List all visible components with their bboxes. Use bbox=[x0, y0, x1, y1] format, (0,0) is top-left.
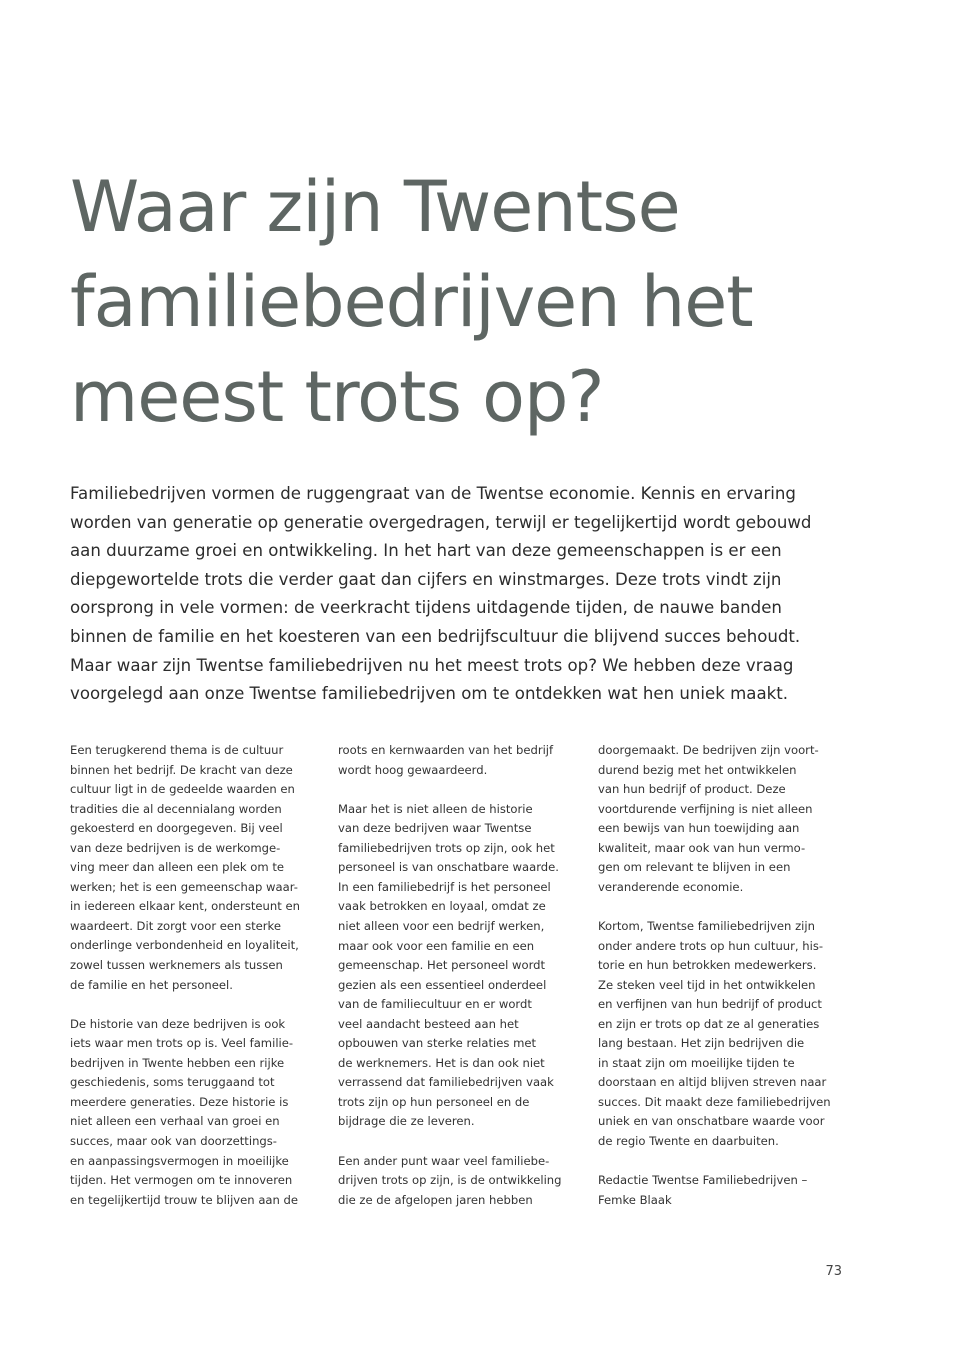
body-line: geschiedenis, soms teruggaand tot bbox=[70, 1075, 275, 1090]
body-line: Ze steken veel tijd in het ontwikkelen bbox=[598, 977, 816, 992]
body-line: doorstaan en altijd blijven streven naar bbox=[598, 1075, 827, 1090]
title-line: Waar zijn Twentse bbox=[70, 166, 680, 248]
body-line: die ze de afgelopen jaren hebben bbox=[338, 1192, 533, 1207]
body-line: de familie en het personeel. bbox=[70, 977, 233, 992]
intro-line: voorgelegd aan onze Twentse familiebedrijven om te ontdekken wat hen uniek maakt. bbox=[70, 684, 789, 704]
body-paragraph bbox=[598, 741, 848, 897]
body-line: en tegelijkertijd trouw te blijven aan de bbox=[70, 1192, 299, 1207]
body-line: Maar het is niet alleen de historie bbox=[338, 801, 533, 816]
title-line: familiebedrijven het bbox=[70, 261, 753, 343]
body-paragraph bbox=[338, 1152, 588, 1211]
body-line: niet alleen een verhaal van groei en bbox=[70, 1114, 280, 1129]
body-line: en zijn er trots op dat ze al generaties bbox=[598, 1016, 820, 1031]
body-line: ving meer dan alleen een plek om te bbox=[70, 860, 284, 875]
body-line: Een ander punt waar veel familiebe- bbox=[338, 1153, 550, 1168]
body-line: en verfijnen van hun bedrijf of product bbox=[598, 997, 822, 1012]
body-paragraph bbox=[598, 917, 848, 1152]
body-paragraph bbox=[70, 1015, 320, 1210]
body-line: gezien als een essentieel onderdeel bbox=[338, 977, 547, 992]
body-line: in staat zijn om moeilijke tijden te bbox=[598, 1055, 795, 1070]
body-line: De historie van deze bedrijven is ook bbox=[70, 1016, 286, 1031]
body-line: van hun bedrijf of product. Deze bbox=[598, 782, 786, 797]
body-paragraph bbox=[598, 1171, 848, 1210]
body-line: zowel tussen werknemers als tussen bbox=[70, 958, 283, 973]
page-title bbox=[70, 160, 930, 445]
intro-line: worden van generatie op generatie overgedragen, terwijl er tegelijkertijd wordt gebouwd bbox=[70, 512, 812, 532]
body-line: doorgemaakt. De bedrijven zijn voort- bbox=[598, 743, 819, 757]
body-line: kwaliteit, maar ook van hun vermo- bbox=[598, 840, 806, 855]
body-line: familiebedrijven trots op zijn, ook het bbox=[338, 840, 555, 855]
body-line: succes, maar ook van doorzettings- bbox=[70, 1133, 277, 1148]
intro-line: Maar waar zijn Twentse familiebedrijven nu het meest trots op? We hebben deze vraag bbox=[70, 655, 794, 675]
intro-line: Familiebedrijven vormen de ruggengraat van de Twentse economie. Kennis en ervaring bbox=[70, 484, 796, 503]
body-line: Kortom, Twentse familiebedrijven zijn bbox=[598, 918, 815, 933]
body-line: binnen het bedrijf. De kracht van deze bbox=[70, 762, 293, 777]
body-line: werken; het is een gemeenschap waar- bbox=[70, 879, 298, 894]
body-line: lang bestaan. Het zijn bedrijven die bbox=[598, 1036, 805, 1051]
intro-line: binnen de familie en het koesteren van een bedrijfscultuur die blijvend succes behoudt. bbox=[70, 626, 801, 646]
body-line: de regio Twente en daarbuiten. bbox=[598, 1133, 779, 1148]
body-line: maar ook voor een familie en een bbox=[338, 938, 535, 953]
body-line: roots en kernwaarden van het bedrijf bbox=[338, 743, 554, 757]
body-line: vaak betrokken en loyaal, omdat ze bbox=[338, 899, 546, 914]
body-line: bijdrage die ze leveren. bbox=[338, 1114, 475, 1129]
body-line: cultuur ligt in de gedeelde waarden en bbox=[70, 782, 295, 797]
body-line: van de familiecultuur en er wordt bbox=[338, 997, 532, 1012]
body-line: van deze bedrijven waar Twentse bbox=[338, 821, 532, 836]
body-line: succes. Dit maakt deze familiebedrijven bbox=[598, 1094, 831, 1109]
body-line: niet alleen voor een bedrijf werken, bbox=[338, 918, 545, 933]
intro-line: aan duurzame groei en ontwikkeling. In het hart van deze gemeenschappen is er een bbox=[70, 541, 782, 561]
body-line: durend bezig met het ontwikkelen bbox=[598, 762, 797, 777]
body-column-1 bbox=[70, 741, 320, 1230]
body-line: gen om relevant te blijven in een bbox=[598, 860, 791, 875]
body-line: meerdere generaties. Deze historie is bbox=[70, 1094, 289, 1109]
body-line: torie en hun betrokken medewerkers. bbox=[598, 958, 817, 973]
body-line: Een terugkerend thema is de cultuur bbox=[70, 743, 284, 757]
body-line: Femke Blaak bbox=[598, 1192, 672, 1207]
body-line: In een familiebedrijf is het personeel bbox=[338, 879, 551, 894]
body-line: bedrijven in Twente hebben een rijke bbox=[70, 1055, 285, 1070]
body-line: personeel is van onschatbare waarde. bbox=[338, 860, 559, 875]
intro-line: oorsprong in vele vormen: de veerkracht tijdens uitdagende tijden, de nauwe banden bbox=[70, 598, 782, 618]
body-line: verrassend dat familiebedrijven vaak bbox=[338, 1075, 554, 1090]
intro-line: diepgewortelde trots die verder gaat dan cijfers en winstmarges. Deze trots vindt zijn bbox=[70, 569, 782, 589]
body-paragraph bbox=[338, 741, 588, 780]
title-line: meest trots op? bbox=[70, 356, 604, 438]
intro-paragraph bbox=[70, 480, 860, 709]
body-line: onderlinge verbondenheid en loyaliteit, bbox=[70, 938, 299, 953]
body-line: trots zijn op hun personeel en de bbox=[338, 1094, 530, 1109]
body-line: veranderende economie. bbox=[598, 879, 744, 894]
body-line: in iedereen elkaar kent, ondersteunt en bbox=[70, 899, 300, 914]
body-line: uniek en van onschatbare waarde voor bbox=[598, 1114, 825, 1129]
body-line: iets waar men trots op is. Veel familie- bbox=[70, 1036, 294, 1051]
body-line: een bewijs van hun toewijding aan bbox=[598, 821, 800, 836]
body-paragraph bbox=[338, 800, 588, 1132]
body-line: gemeenschap. Het personeel wordt bbox=[338, 958, 546, 973]
body-line: Redactie Twentse Familiebedrijven – bbox=[598, 1173, 808, 1188]
body-line: en aanpassingsvermogen in moeilijke bbox=[70, 1153, 289, 1168]
body-line: waardeert. Dit zorgt voor een sterke bbox=[70, 918, 281, 933]
body-paragraph bbox=[70, 741, 320, 995]
body-line: de werknemers. Het is dan ook niet bbox=[338, 1055, 545, 1070]
body-column-2 bbox=[338, 741, 588, 1230]
body-line: veel aandacht besteed aan het bbox=[338, 1016, 519, 1031]
body-line: drijven trots op zijn, is de ontwikkeling bbox=[338, 1173, 562, 1188]
body-line: onder andere trots op hun cultuur, his- bbox=[598, 938, 824, 953]
body-line: tijden. Het vermogen om te innoveren bbox=[70, 1173, 293, 1188]
body-line: tradities die al decennialang worden bbox=[70, 801, 282, 816]
body-line: voortdurende verfijning is niet alleen bbox=[598, 801, 813, 816]
page-number: 73 bbox=[825, 1264, 842, 1279]
body-line: gekoesterd en doorgegeven. Bij veel bbox=[70, 821, 283, 836]
body-line: van deze bedrijven is de werkomge- bbox=[70, 840, 281, 855]
body-column-3 bbox=[598, 741, 848, 1230]
body-line: opbouwen van sterke relaties met bbox=[338, 1036, 537, 1051]
body-line: wordt hoog gewaardeerd. bbox=[338, 762, 488, 777]
